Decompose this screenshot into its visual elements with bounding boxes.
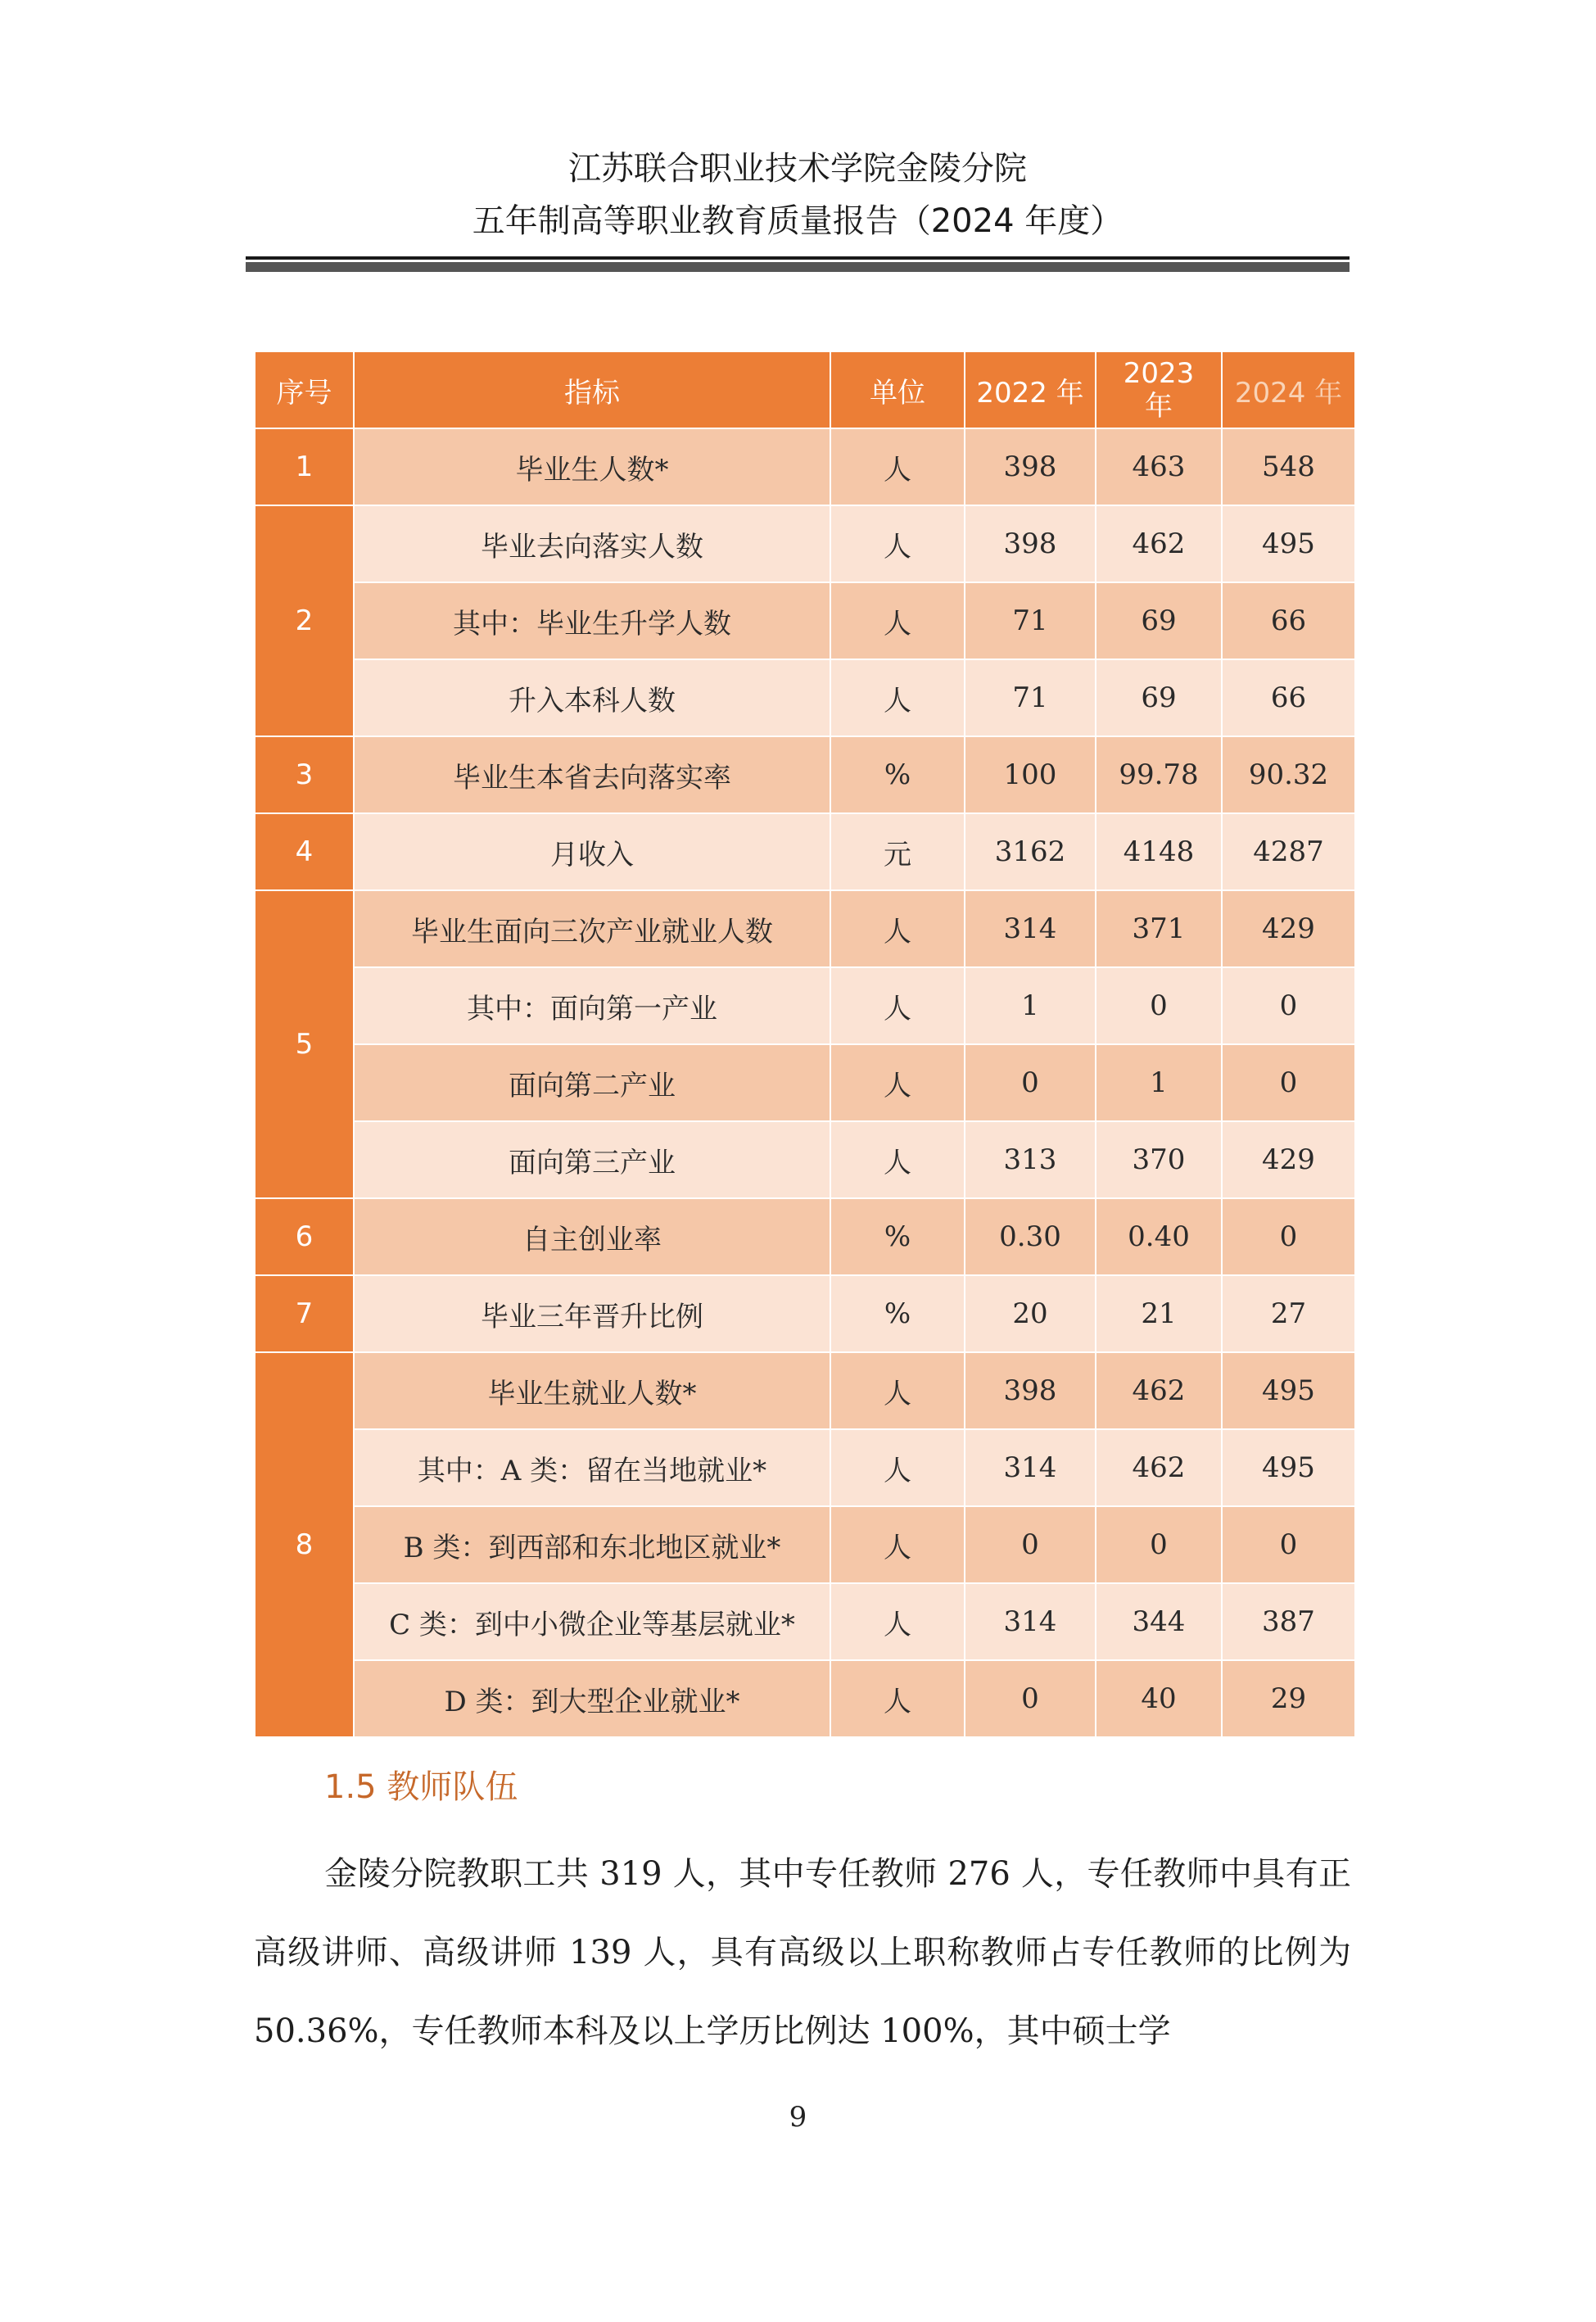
cell-2023: 0.40: [1096, 1198, 1222, 1275]
cell-2024: 429: [1222, 1121, 1355, 1198]
header-2022: 2022 年: [965, 351, 1096, 428]
header-institution: 江苏联合职业技术学院金陵分院: [568, 150, 1027, 188]
cell-unit: 人: [830, 1352, 965, 1429]
table-row: [255, 813, 1355, 890]
cell-2022: 0.30: [965, 1198, 1096, 1275]
cell-2023: 462: [1096, 1429, 1222, 1506]
cell-2023: 4148: [1096, 813, 1222, 890]
cell-unit: 人: [830, 1044, 965, 1121]
cell-2023: 462: [1096, 505, 1222, 582]
cell-unit: 人: [830, 967, 965, 1044]
cell-2024: 0: [1222, 1044, 1355, 1121]
cell-unit: 元: [830, 813, 965, 890]
cell-indicator: 其中：面向第一产业: [354, 967, 830, 1044]
cell-2023: 371: [1096, 890, 1222, 967]
cell-2024: 66: [1222, 582, 1355, 659]
cell-indicator: 升入本科人数: [354, 659, 830, 736]
row-seq: 3: [255, 736, 354, 813]
row-seq: 4: [255, 813, 354, 890]
section-heading: 1.5 教师队伍: [324, 1768, 518, 1806]
cell-2024: 548: [1222, 428, 1355, 505]
cell-2022: 314: [965, 1429, 1096, 1506]
row-seq: 5: [255, 890, 354, 1198]
table-row: [255, 582, 1355, 659]
cell-indicator: 毕业三年晋升比例: [354, 1275, 830, 1352]
table-header-row: [255, 351, 1355, 428]
cell-2024: 29: [1222, 1660, 1355, 1737]
table-row: [255, 890, 1355, 967]
row-seq: 2: [255, 505, 354, 736]
cell-2024: 429: [1222, 890, 1355, 967]
row-seq: 7: [255, 1275, 354, 1352]
cell-2023: 0: [1096, 1506, 1222, 1583]
page-number: 9: [789, 2101, 807, 2134]
header-report-title: 五年制高等职业教育质量报告（2024 年度）: [472, 202, 1124, 240]
cell-2022: 398: [965, 428, 1096, 505]
cell-2023: 69: [1096, 582, 1222, 659]
cell-2022: 20: [965, 1275, 1096, 1352]
cell-unit: 人: [830, 890, 965, 967]
cell-indicator: 面向第三产业: [354, 1121, 830, 1198]
report-header: [246, 146, 1350, 244]
table-row: [255, 1044, 1355, 1121]
table-row: [255, 1660, 1355, 1737]
table-row: [255, 1352, 1355, 1429]
cell-unit: %: [830, 1198, 965, 1275]
cell-2022: 313: [965, 1121, 1096, 1198]
cell-2022: 398: [965, 505, 1096, 582]
cell-unit: 人: [830, 1121, 965, 1198]
cell-2023: 462: [1096, 1352, 1222, 1429]
cell-indicator: 毕业生人数*: [354, 428, 830, 505]
cell-2022: 398: [965, 1352, 1096, 1429]
cell-2022: 1: [965, 967, 1096, 1044]
cell-2024: 387: [1222, 1583, 1355, 1660]
cell-2023: 21: [1096, 1275, 1222, 1352]
cell-2022: 3162: [965, 813, 1096, 890]
table-row: [255, 1275, 1355, 1352]
paragraph-text: 金陵分院教职工共 319 人，其中专任教师 276 人，专任教师中具有正高级讲师、高级讲师 139 人，具有高级以上职称教师占专任教师的比例为 50.36%，专任教师本科及以上学历比例达 100%，其中硕士学: [254, 1855, 1351, 2050]
cell-2023: 370: [1096, 1121, 1222, 1198]
cell-2022: 100: [965, 736, 1096, 813]
cell-indicator: B 类：到西部和东北地区就业*: [354, 1506, 830, 1583]
cell-indicator: C 类：到中小微企业等基层就业*: [354, 1583, 830, 1660]
table-row: [255, 428, 1355, 505]
cell-indicator: 毕业生面向三次产业就业人数: [354, 890, 830, 967]
cell-2023: 0: [1096, 967, 1222, 1044]
cell-2022: 0: [965, 1660, 1096, 1737]
table-row: [255, 967, 1355, 1044]
cell-2024: 90.32: [1222, 736, 1355, 813]
cell-2022: 314: [965, 1583, 1096, 1660]
cell-2024: 0: [1222, 1198, 1355, 1275]
cell-2022: 314: [965, 890, 1096, 967]
cell-unit: 人: [830, 659, 965, 736]
table-row: [255, 1583, 1355, 1660]
cell-2022: 0: [965, 1506, 1096, 1583]
row-seq: 6: [255, 1198, 354, 1275]
employment-quality-table: [254, 351, 1356, 1738]
cell-2024: 0: [1222, 967, 1355, 1044]
cell-2024: 0: [1222, 1506, 1355, 1583]
cell-indicator: 面向第二产业: [354, 1044, 830, 1121]
cell-2023: 40: [1096, 1660, 1222, 1737]
cell-2024: 495: [1222, 1429, 1355, 1506]
cell-2023: 69: [1096, 659, 1222, 736]
cell-unit: 人: [830, 505, 965, 582]
cell-2023: 1: [1096, 1044, 1222, 1121]
cell-2022: 71: [965, 659, 1096, 736]
cell-2024: 495: [1222, 1352, 1355, 1429]
cell-2024: 495: [1222, 505, 1355, 582]
cell-indicator: 其中：A 类：留在当地就业*: [354, 1429, 830, 1506]
cell-2022: 0: [965, 1044, 1096, 1121]
cell-2023: 99.78: [1096, 736, 1222, 813]
header-indicator: 指标: [354, 351, 830, 428]
row-seq: 8: [255, 1352, 354, 1737]
table-row: [255, 1506, 1355, 1583]
cell-indicator: 自主创业率: [354, 1198, 830, 1275]
table-row: [255, 1198, 1355, 1275]
header-rule-thick: [246, 262, 1350, 272]
cell-unit: 人: [830, 1429, 965, 1506]
table-body: [255, 428, 1355, 1737]
header-rule-thin: [246, 256, 1350, 260]
cell-2024: 4287: [1222, 813, 1355, 890]
cell-unit: 人: [830, 1660, 965, 1737]
cell-2022: 71: [965, 582, 1096, 659]
row-seq: 1: [255, 428, 354, 505]
cell-indicator: 毕业去向落实人数: [354, 505, 830, 582]
body-paragraph: [254, 1835, 1351, 2071]
cell-unit: 人: [830, 1506, 965, 1583]
cell-indicator: 月收入: [354, 813, 830, 890]
cell-unit: 人: [830, 582, 965, 659]
cell-indicator: 毕业生就业人数*: [354, 1352, 830, 1429]
table-row: [255, 505, 1355, 582]
cell-2023: 463: [1096, 428, 1222, 505]
cell-2024: 27: [1222, 1275, 1355, 1352]
table-row: [255, 736, 1355, 813]
cell-unit: 人: [830, 428, 965, 505]
table-row: [255, 1121, 1355, 1198]
header-unit: 单位: [830, 351, 965, 428]
cell-unit: 人: [830, 1583, 965, 1660]
header-2023-year: 2023: [1123, 357, 1195, 390]
cell-indicator: D 类：到大型企业就业*: [354, 1660, 830, 1737]
cell-unit: %: [830, 736, 965, 813]
cell-2024: 66: [1222, 659, 1355, 736]
header-2023: [1096, 351, 1222, 428]
header-2024: 2024 年: [1222, 351, 1355, 428]
header-2023-suffix: 年: [1145, 390, 1173, 423]
cell-indicator: 毕业生本省去向落实率: [354, 736, 830, 813]
table-row: [255, 1429, 1355, 1506]
cell-2023: 344: [1096, 1583, 1222, 1660]
cell-unit: %: [830, 1275, 965, 1352]
table-row: [255, 659, 1355, 736]
cell-indicator: 其中：毕业生升学人数: [354, 582, 830, 659]
header-seq: 序号: [255, 351, 354, 428]
